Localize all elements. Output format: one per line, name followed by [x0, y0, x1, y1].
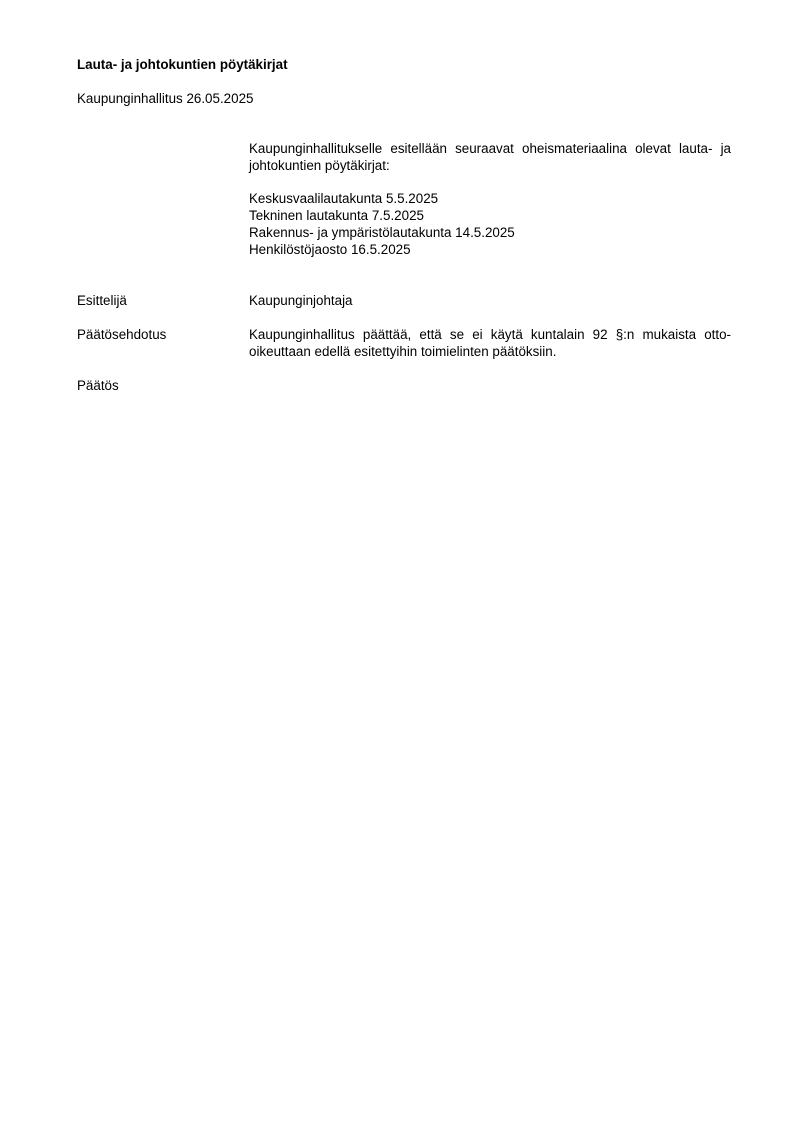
minutes-list — [249, 190, 731, 258]
list-item: Tekninen lautakunta 7.5.2025 — [249, 208, 424, 223]
presenter-label: Esittelijä — [77, 293, 127, 308]
intro-paragraph: Kaupunginhallitukselle esitellään seuraavat oheismateriaalina olevat lauta- ja johtokuntien pöytäkirjat: — [249, 141, 731, 173]
proposal-label: Päätösehdotus — [77, 327, 167, 342]
list-item: Rakennus- ja ympäristölautakunta 14.5.2025 — [249, 225, 515, 240]
list-item: Keskusvaalilautakunta 5.5.2025 — [249, 191, 439, 206]
proposal-text: Kaupunginhallitus päättää, että se ei käytä kuntalain 92 §:n mukaista otto-oikeuttaan edellä esitettyihin toimielinten päätöksiin. — [249, 327, 731, 359]
presenter-value: Kaupunginjohtaja — [249, 293, 353, 308]
document-title: Lauta- ja johtokuntien pöytäkirjat — [77, 57, 288, 72]
list-item: Henkilöstöjaosto 16.5.2025 — [249, 242, 411, 257]
meeting-heading: Kaupunginhallitus 26.05.2025 — [77, 91, 254, 106]
decision-label: Päätös — [77, 378, 119, 393]
